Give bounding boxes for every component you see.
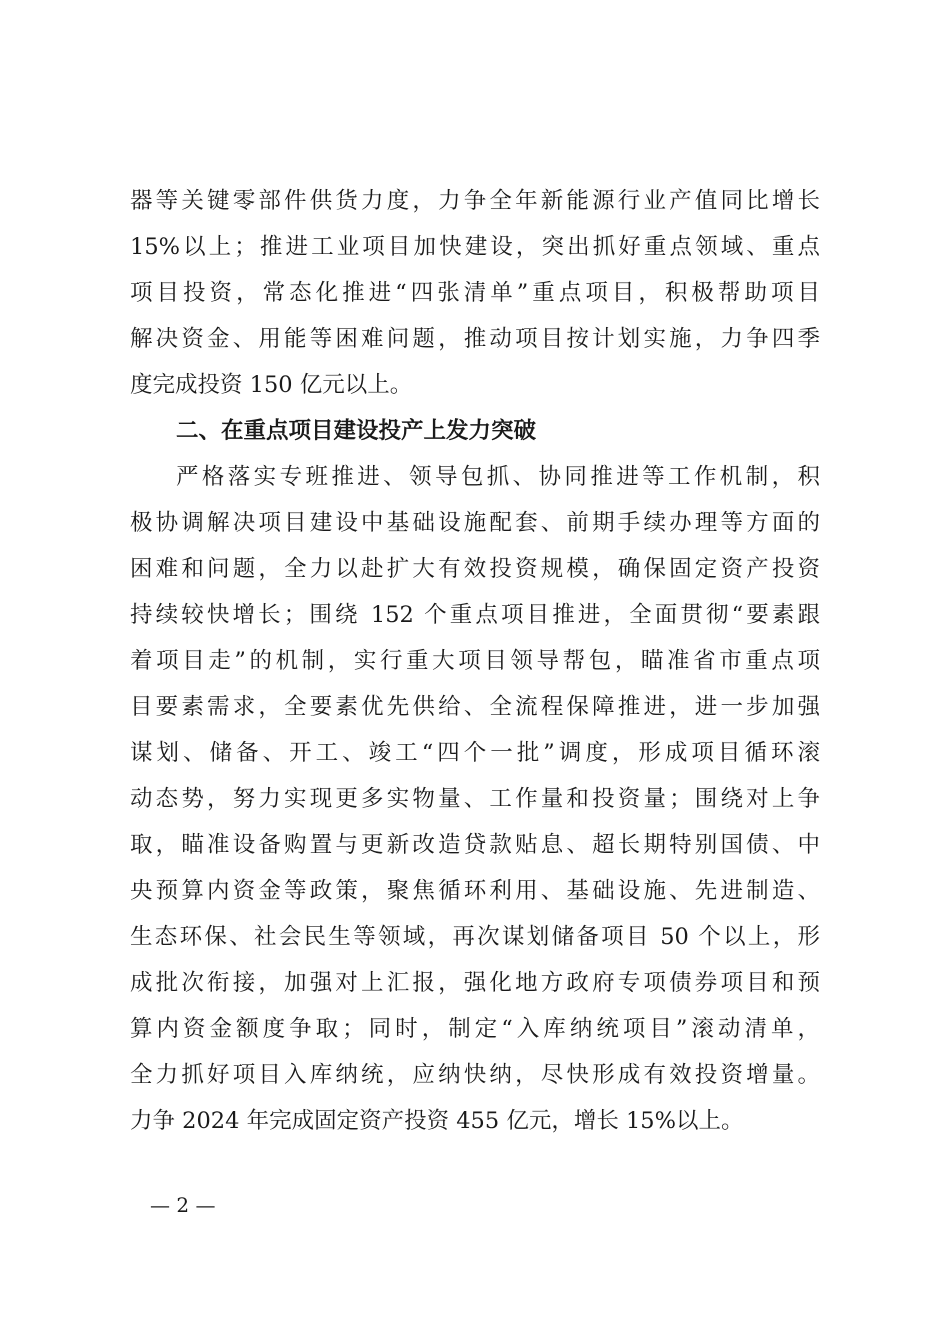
paragraph2-line-1: 严格落实专班推进、领导包抓、协同推进等工作机制，积 [176, 464, 820, 490]
paragraph2-line-11: 生态环保、社会民生等领域，再次谋划储备项目 50 个以上，形 [130, 924, 820, 950]
paragraph2-line-9: 取，瞄准设备购置与更新改造贷款贴息、超长期特别国债、中 [130, 832, 820, 858]
page-number: — 2 — [150, 1193, 216, 1217]
paragraph2-line-2: 极协调解决项目建设中基础设施配套、前期手续办理等方面的 [130, 510, 820, 536]
document-body [130, 178, 820, 1144]
paragraph2-line-8: 动态势，努力实现更多实物量、工作量和投资量；围绕对上争 [130, 786, 820, 812]
paragraph2-line-13: 算内资金额度争取；同时，制定“入库纳统项目”滚动清单， [130, 1016, 820, 1042]
paragraph2-line-3: 困难和问题，全力以赴扩大有效投资规模，确保固定资产投资 [130, 556, 820, 582]
paragraph1-line-3: 项目投资，常态化推进“四张清单”重点项目，积极帮助项目 [130, 280, 820, 306]
section-heading: 二、在重点项目建设投产上发力突破 [176, 418, 537, 444]
paragraph2-line-5: 着项目走”的机制，实行重大项目领导帮包，瞄准省市重点项 [130, 648, 820, 674]
paragraph1-line-4: 解决资金、用能等困难问题，推动项目按计划实施，力争四季 [130, 326, 820, 352]
paragraph2-line-4: 持续较快增长；围绕 152 个重点项目推进，全面贯彻“要素跟 [130, 602, 820, 628]
paragraph2-line-10: 央预算内资金等政策，聚焦循环利用、基础设施、先进制造、 [130, 878, 820, 904]
paragraph2-line-14: 全力抓好项目入库纳统，应纳快纳，尽快形成有效投资增量。 [130, 1062, 820, 1088]
paragraph2-line-12: 成批次衔接，加强对上汇报，强化地方政府专项债券项目和预 [130, 970, 820, 996]
paragraph2-line-15: 力争 2024 年完成固定资产投资 455 亿元，增长 15%以上。 [130, 1108, 744, 1134]
paragraph1-line-2: 15%以上；推进工业项目加快建设，突出抓好重点领域、重点 [130, 234, 820, 260]
paragraph2-line-6: 目要素需求，全要素优先供给、全流程保障推进，进一步加强 [130, 694, 820, 720]
paragraph1-line-5: 度完成投资 150 亿元以上。 [130, 372, 413, 398]
paragraph1-line-1: 器等关键零部件供货力度，力争全年新能源行业产值同比增长 [130, 188, 820, 214]
paragraph2-line-7: 谋划、储备、开工、竣工“四个一批”调度，形成项目循环滚 [130, 740, 820, 766]
